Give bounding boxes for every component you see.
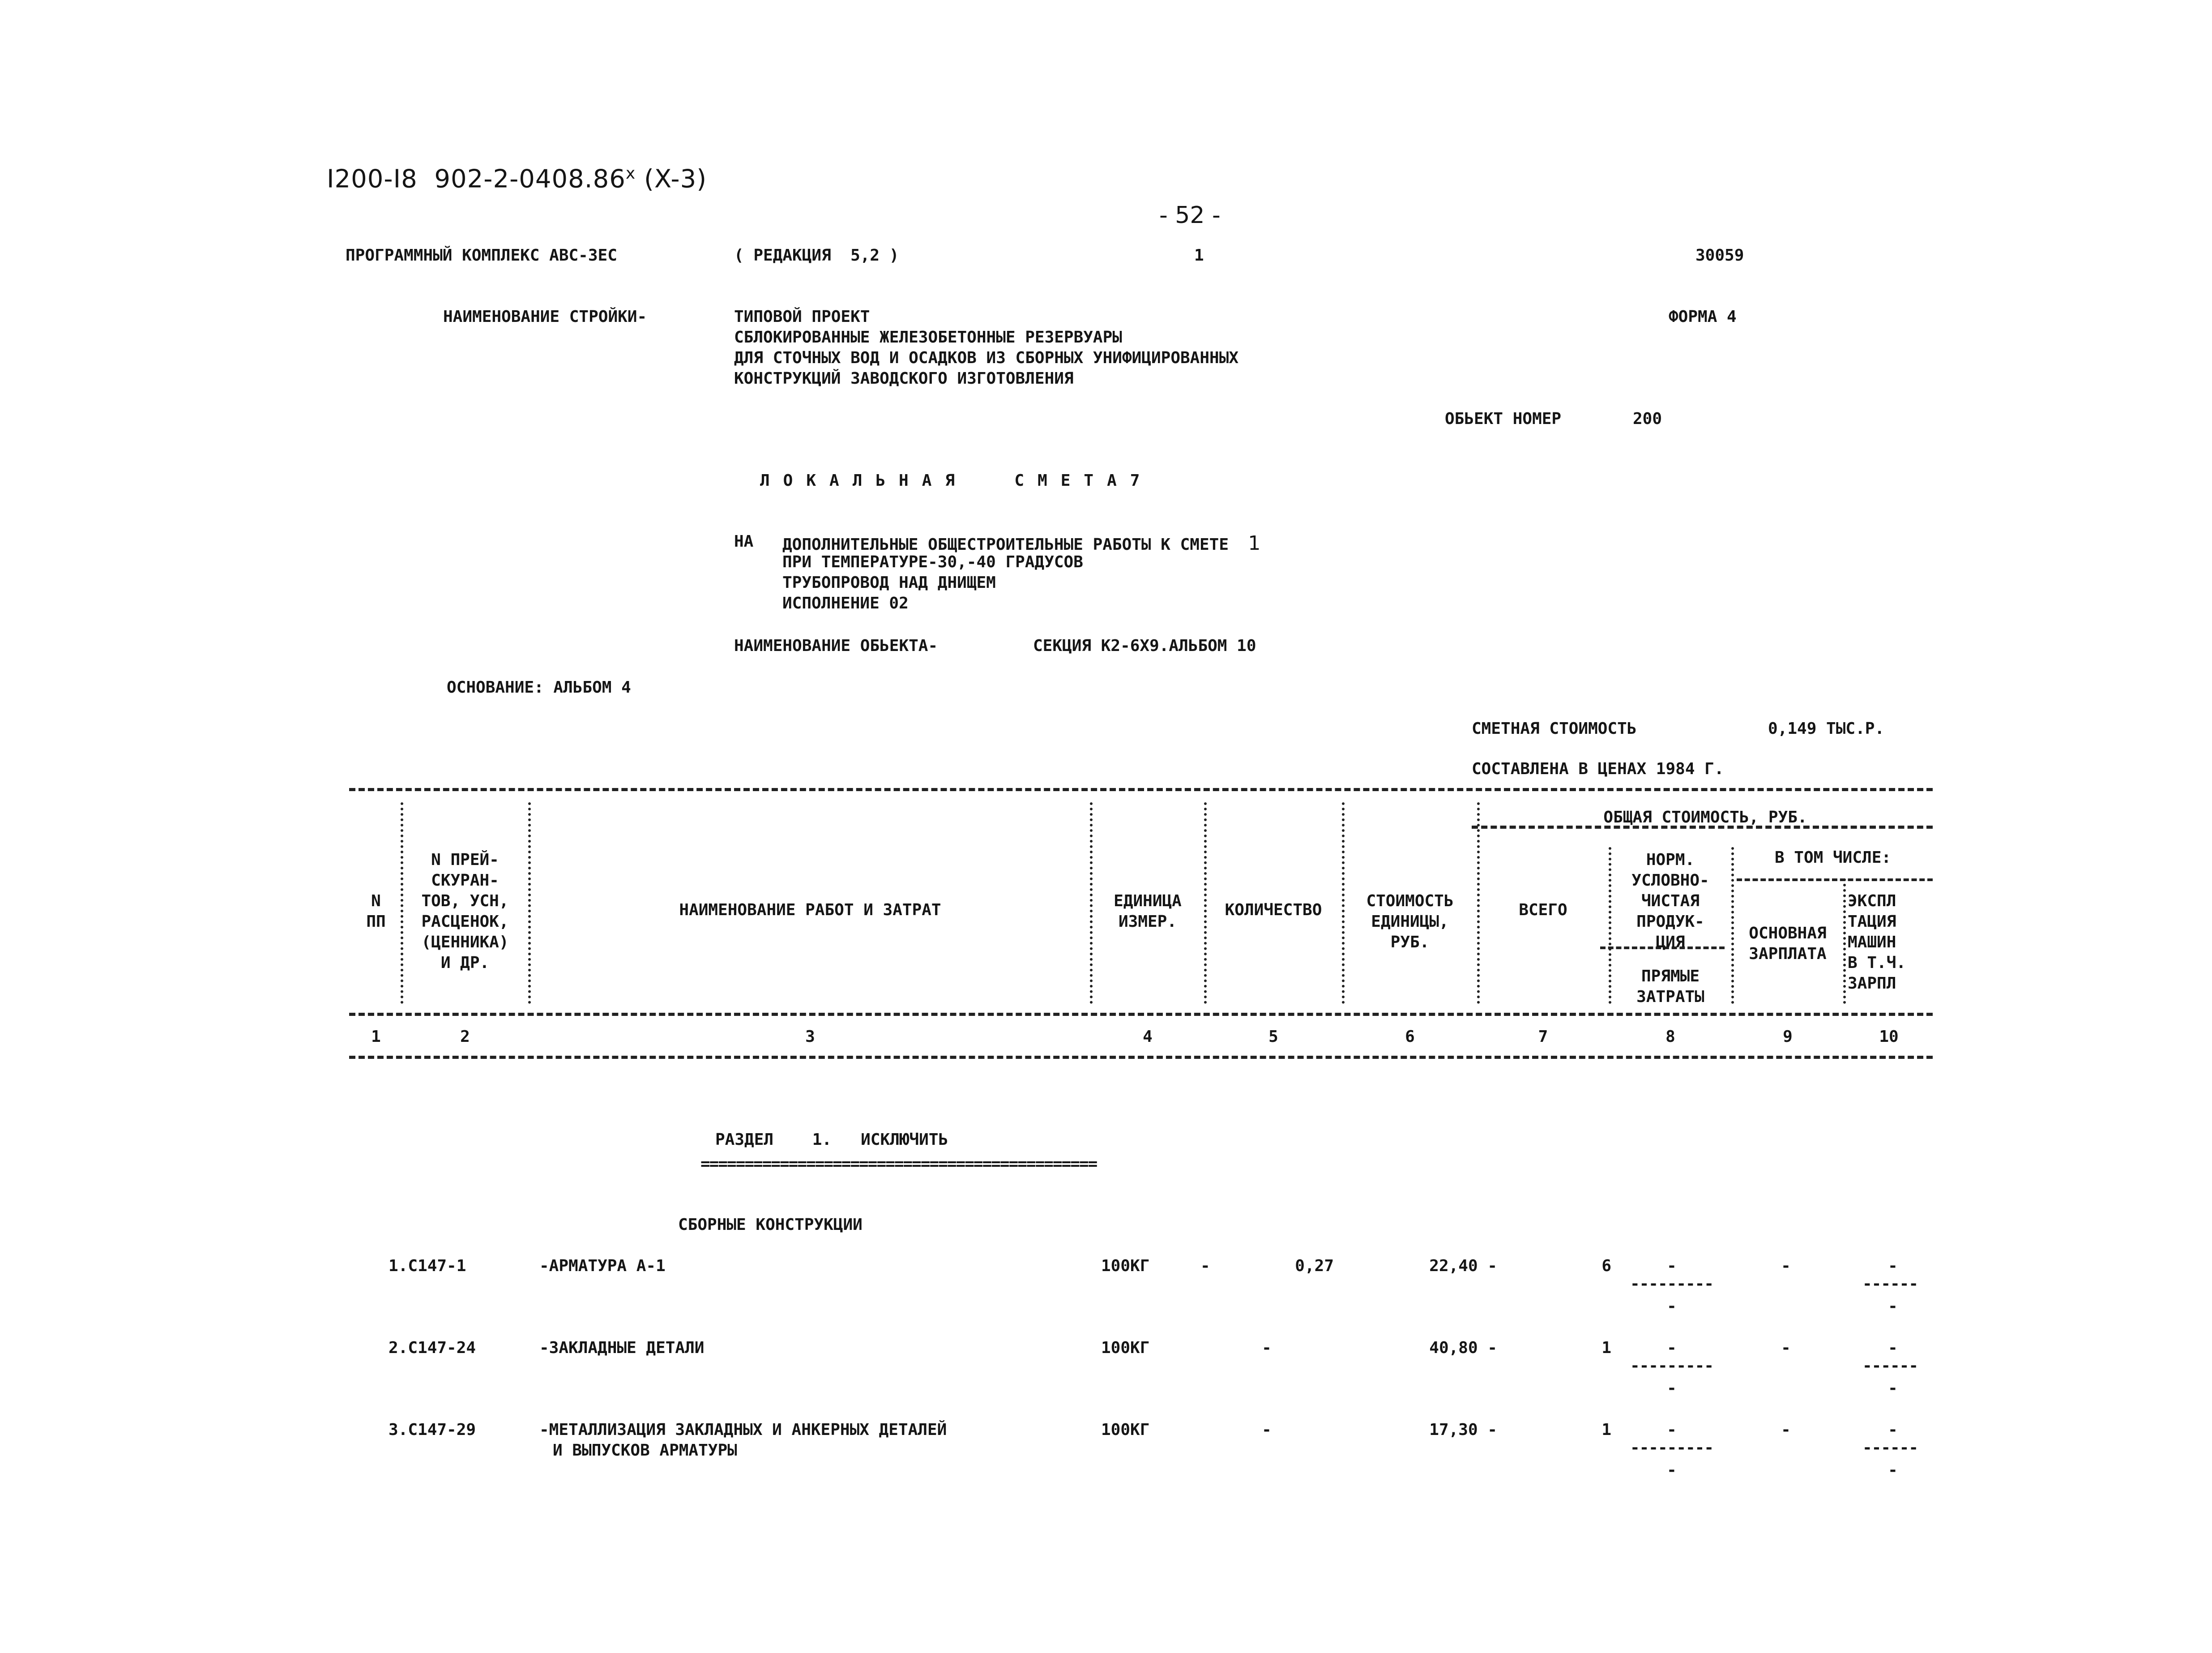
sheet-number: 1	[1194, 246, 1204, 265]
row-total: 1	[1601, 1339, 1611, 1357]
column-separator	[1843, 878, 1846, 1004]
basis: ОСНОВАНИЕ: АЛЬБОМ 4	[447, 678, 631, 697]
form-number: ФОРМА 4	[1669, 308, 1737, 326]
table-bottom-rule	[349, 1056, 1933, 1059]
col-header-num: N ПП	[366, 892, 386, 931]
estimate-purpose-line: ТРУБОПРОВОД НАД ДНИЩЕМ	[782, 574, 996, 592]
column-number: 1	[371, 1028, 381, 1046]
row-machine-salary: -	[1888, 1461, 1898, 1479]
table-header-rule	[349, 1013, 1933, 1016]
row-machine-salary: -	[1888, 1379, 1898, 1397]
row-unit: 100КГ	[1101, 1257, 1150, 1275]
column-number: 8	[1665, 1028, 1675, 1046]
row-machine-operation: -	[1888, 1257, 1898, 1275]
row-price-ref: 2.С147-24	[389, 1339, 476, 1357]
object-name-label: НАИМЕНОВАНИЕ ОБЬЕКТА-	[734, 637, 938, 655]
row-fraction-line: ------	[1862, 1439, 1918, 1457]
object-name: СЕКЦИЯ К2-6Х9.АЛЬБОМ 10	[1033, 637, 1256, 655]
column-separator	[528, 802, 531, 1004]
object-number-label: ОБЬЕКТ НОМЕР	[1445, 410, 1562, 428]
project-line: СБЛОКИРОВАННЫЕ ЖЕЛЕЗОБЕТОННЫЕ РЕЗЕРВУАРЫ	[734, 328, 1122, 347]
estimate-title: ЛОКАЛЬНАЯ СМЕТА7	[760, 471, 1140, 490]
col-header-subgroup: В ТОМ ЧИСЛЕ:	[1774, 848, 1892, 867]
section-subtitle: СБОРНЫЕ КОНСТРУКЦИИ	[678, 1216, 863, 1234]
row-qty-marker: -	[1200, 1257, 1210, 1275]
row-total: 6	[1601, 1257, 1611, 1275]
row-quantity: -	[1262, 1421, 1272, 1439]
document-code: I200-I8 902-2-0408.86$^x$ (X-3)	[327, 164, 707, 194]
row-work-name-cont: И ВЫПУСКОВ АРМАТУРЫ	[553, 1441, 737, 1460]
column-number: 6	[1405, 1028, 1415, 1046]
row-unit-cost: 22,40 -	[1429, 1257, 1497, 1275]
row-machine-operation: -	[1888, 1339, 1898, 1357]
estimated-cost-value: 0,149 ТЫС.Р.	[1768, 719, 1885, 738]
col-header-unit-cost: СТОИМОСТЬ ЕДИНИЦЫ, РУБ.	[1366, 892, 1454, 951]
row-work-name: -ЗАКЛАДНЫЕ ДЕТАЛИ	[539, 1339, 705, 1357]
program-revision: ( РЕДАКЦИЯ 5,2 )	[734, 246, 899, 265]
section-underline: =============================================	[700, 1155, 1097, 1173]
col-header-total-group: ОБЩАЯ СТОИМОСТЬ, РУБ.	[1603, 808, 1807, 826]
object-number: 200	[1633, 410, 1662, 428]
estimate-purpose: ДОПОЛНИТЕЛЬНЫЕ ОБЩЕСТРОИТЕЛЬНЫЕ РАБОТЫ К СМЕТЕ 1	[782, 532, 1261, 555]
row-direct-costs: -	[1667, 1461, 1677, 1479]
project-line: КОНСТРУКЦИЙ ЗАВОДСКОГО ИЗГОТОВЛЕНИЯ	[734, 369, 1074, 388]
row-fraction-line: ------	[1862, 1357, 1918, 1375]
row-direct-costs: -	[1667, 1297, 1677, 1315]
price-basis: СОСТАВЛЕНА В ЦЕНАХ 1984 Г.	[1472, 760, 1724, 778]
estimate-for-label: НА	[734, 532, 754, 551]
row-quantity: -	[1262, 1339, 1272, 1357]
column-number: 4	[1143, 1028, 1153, 1046]
col-header-net-production: НОРМ. УСЛОВНО- ЧИСТАЯ ПРОДУК- ЦИЯ	[1631, 851, 1709, 951]
estimate-purpose-line: ИСПОЛНЕНИЕ 02	[782, 594, 909, 612]
row-unit-cost: 40,80 -	[1429, 1339, 1497, 1357]
col-header-total: ВСЕГО	[1519, 901, 1567, 919]
document-id: 30059	[1695, 246, 1744, 265]
col-header-quantity: КОЛИЧЕСТВО	[1225, 901, 1322, 919]
row-total: 1	[1601, 1421, 1611, 1439]
row-quantity: 0,27	[1295, 1257, 1334, 1275]
column-number: 2	[460, 1028, 470, 1046]
row-fraction-line: ---------	[1630, 1275, 1714, 1293]
row-machine-salary: -	[1888, 1297, 1898, 1315]
estimate-purpose-line: ПРИ ТЕМПЕРАТУРЕ-30,-40 ГРАДУСОВ	[782, 553, 1083, 571]
row-unit-cost: 17,30 -	[1429, 1421, 1497, 1439]
row-net-production: -	[1667, 1257, 1677, 1275]
row-price-ref: 3.С147-29	[389, 1421, 476, 1439]
col-header-machine-operation: ЭКСПЛ ТАЦИЯ МАШИН В Т.Ч. ЗАРПЛ	[1848, 892, 1906, 993]
col-header-work-name: НАИМЕНОВАНИЕ РАБОТ И ЗАТРАТ	[679, 901, 941, 919]
column-number: 7	[1538, 1028, 1548, 1046]
page-number: - 52 -	[1159, 202, 1221, 229]
col-header-base-salary: ОСНОВНАЯ ЗАРПЛАТА	[1749, 924, 1827, 963]
col-header-unit: ЕДИНИЦА ИЗМЕР.	[1114, 892, 1182, 931]
row-base-salary: -	[1781, 1257, 1791, 1275]
column-number: 10	[1879, 1028, 1899, 1046]
section-title: РАЗДЕЛ 1. ИСКЛЮЧИТЬ	[715, 1131, 948, 1149]
estimated-cost-label: СМЕТНАЯ СТОИМОСТЬ	[1472, 719, 1637, 738]
row-net-production: -	[1667, 1339, 1677, 1357]
column-number: 5	[1268, 1028, 1278, 1046]
project-line: ДЛЯ СТОЧНЫХ ВОД И ОСАДКОВ ИЗ СБОРНЫХ УНИФИЦИРОВАННЫХ	[734, 349, 1239, 367]
table-top-rule	[349, 788, 1933, 791]
col-header-price-ref: N ПРЕЙ- СКУРАН- ТОВ, УСН, РАСЦЕНОК, (ЦЕННИКА) И ДР.	[421, 851, 509, 972]
row-base-salary: -	[1781, 1339, 1791, 1357]
construction-label: НАИМЕНОВАНИЕ СТРОЙКИ-	[443, 308, 647, 326]
row-direct-costs: -	[1667, 1379, 1677, 1397]
row-price-ref: 1.С147-1	[389, 1257, 466, 1275]
row-work-name: -МЕТАЛЛИЗАЦИЯ ЗАКЛАДНЫХ И АНКЕРНЫХ ДЕТАЛЕЙ	[539, 1421, 947, 1439]
row-fraction-line: ------	[1862, 1275, 1918, 1293]
row-net-production: -	[1667, 1421, 1677, 1439]
row-base-salary: -	[1781, 1421, 1791, 1439]
row-unit: 100КГ	[1101, 1421, 1150, 1439]
column-number: 9	[1783, 1028, 1793, 1046]
program-name: ПРОГРАММНЫЙ КОМПЛЕКС АВС-ЗЕС	[346, 246, 617, 265]
row-fraction-line: ---------	[1630, 1439, 1714, 1457]
subgroup-rule	[1737, 878, 1933, 881]
col-header-direct-costs: ПРЯМЫЕ ЗАТРАТЫ	[1636, 967, 1704, 1006]
row-machine-operation: -	[1888, 1421, 1898, 1439]
row-unit: 100КГ	[1101, 1339, 1150, 1357]
column-number: 3	[805, 1028, 815, 1046]
row-work-name: -АРМАТУРА А-1	[539, 1257, 666, 1275]
row-fraction-line: ---------	[1630, 1357, 1714, 1375]
project-line: ТИПОВОЙ ПРОЕКТ	[734, 308, 870, 326]
